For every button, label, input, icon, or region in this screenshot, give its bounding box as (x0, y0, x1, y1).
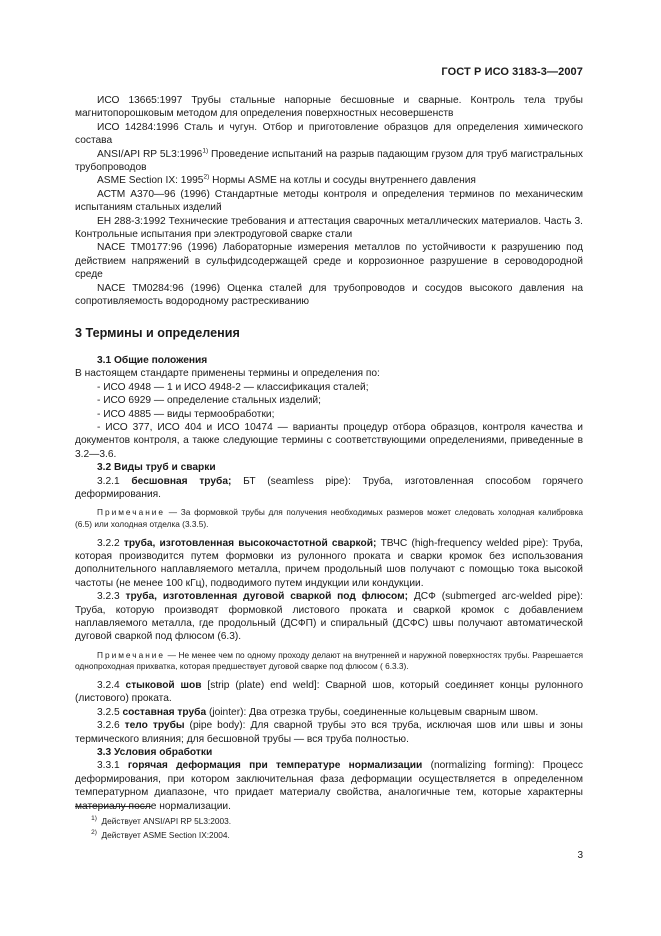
footnote-separator (75, 806, 151, 807)
term-3-2-4: 3.2.4 стыковой шов [strip (plate) end weld]: Сварной шов, который соединяет концы рулонного (листового) проката. (75, 680, 583, 705)
footnote-2: $^{2)}$ Действует ASME Section IX:2004. (91, 829, 230, 840)
page-number: 3 (577, 850, 583, 861)
reference-nace-tm0284: NACE TM0284:96 (1996) Оценка сталей для трубопроводов и сосудов высокого давления на сопротивляемость водородному растрескиванию (75, 282, 583, 308)
reference-asme-ix: ASME Section IX: 1995$^{2)}$ Нормы ASME на котлы и сосуды внутреннего давления (97, 174, 476, 187)
footnote-1: $^{1)}$ Действует ANSI/API RP 5L3:2003. (91, 815, 232, 826)
term-3-2-3: 3.2.3 труба, изготовленная дуговой сваркой под флюсом; ДСФ (submerged arc-welded pipe): Труба, которую производят формовкой листового проката и сваркой кромок с добавлением наплавляемого металла, где продольный (ДСФП) и спиральный (ДСФС) швы получают автоматической дуговой сваркой под флюсом (6.3). (75, 591, 584, 643)
term-name: составная труба (122, 706, 207, 718)
subsection-3-2-title: 3.2 Виды труб и сварки (97, 462, 216, 474)
term-name: бесшовная труба; (131, 475, 232, 487)
term-3-2-1: 3.2.1 бесшовная труба; БТ (seamless pipe): Труба, изготовленная способом горячего деформирования. (75, 475, 584, 500)
term-name: стыковой шов (125, 680, 202, 691)
reference-iso-14284: ИСО 14284:1996 Сталь и чугун. Отбор и приготовление образцов для определения химического состава (75, 121, 583, 147)
subsection-3-1-title: 3.1 Общие положения (97, 354, 208, 366)
list-item: - ИСО 4885 — виды термообработки; (97, 408, 275, 420)
term-name: горячая деформация при температуре нормализации (127, 760, 423, 772)
list-item: - ИСО 4948 — 1 и ИСО 4948-2 — классификация сталей; (97, 381, 369, 393)
term-3-2-6: 3.2.6 тело трубы (pipe body): Для сварной трубы это вся труба, исключая шов или швы и зоны термического влияния; для бесшовной трубы — вся труба полностью. (75, 720, 583, 745)
reference-astm-a370: АСТМ А370—96 (1996) Стандартные методы контроля и определения терминов по механическим испытаниям стальных изделий (75, 188, 583, 214)
document-body (75, 94, 583, 813)
note-3-2-3: Примечание — Не менее чем по одному проходу делают на внутренней и наружной поверхностях трубы. Разрешается однопроходная прихватка, которая предшествует дуговой сварке под флюсом ( 6.3.3). (75, 649, 583, 672)
reference-en-288-3: ЕН 288-3:1992 Технические требования и аттестация сварочных металлических материалов. Часть 3. Контрольные испытания при электродуговой сварке стали (75, 215, 583, 241)
list-item: - ИСО 377, ИСО 404 и ИСО 10474 — варианты процедур отбора образцов, контроля качества и документов контроля, а также следующие термины с соответствующими определениями, приведенные в 3.2—3.6. (75, 421, 583, 460)
subsection-3-1-intro: В настоящем стандарте применены термины и определения по: (75, 368, 380, 380)
reference-api-rp-5l3: ANSI/API RP 5L3:1996$^{1)}$ Проведение испытаний на разрыв падающим грузом для труб магистральных трубопроводов (75, 147, 583, 174)
term-3-2-2: 3.2.2 труба, изготовленная высокочастотной сваркой; ТВЧС (high-frequency welded pipe): Труба, которая производится путем формовки из рулонного проката и сварки кромок без использования дополнительного наплавляемого металла, причем продольный шов получают с помощью тока высокой частоты (не менее 100 кГц), подводимого путем индукции или кондукции. (75, 537, 583, 589)
section-3-title: 3 Термины и определения (75, 325, 240, 340)
subsection-3-3-title: 3.3 Условия обработки (97, 747, 213, 759)
list-item: - ИСО 6929 — определение стальных изделий; (97, 395, 321, 407)
term-name: труба, изготовленная дуговой сваркой под флюсом; (125, 591, 409, 603)
reference-nace-tm0177: NACE TM0177:96 (1996) Лабораторные измерения металлов по устойчивости к разрушению под действием напряжений в сульфидсодержащей среде и коррозионное разрушение в сероводородной среде (75, 242, 583, 281)
footnotes (75, 814, 583, 842)
term-3-2-5: 3.2.5 составная труба (jointer): Два отрезка трубы, соединенные кольцевым сварным швом. (97, 706, 539, 718)
term-name: труба, изготовленная высокочастотной сваркой; (123, 537, 377, 549)
footnote-mark-1: 1) (202, 147, 209, 155)
footnote-mark-2: 2) (203, 174, 210, 182)
term-name: тело трубы (124, 720, 185, 732)
note-3-2-1: Примечание — За формовкой трубы для получения необходимых размеров может следовать холодная калибровка (6.5) или холодная отделка (3.3.5). (75, 507, 583, 529)
reference-iso-13665: ИСО 13665:1997 Трубы стальные напорные бесшовные и сварные. Контроль тела трубы магнитопорошковым методом для определения поверхностных несовершенств (75, 95, 583, 120)
document-header: ГОСТ Р ИСО 3183-3—2007 (441, 66, 583, 78)
term-3-3-1: 3.3.1 горячая деформация при температуре нормализации (normalizing forming): Процесс деформирования, при котором заключительная фаза деформации осуществляется в определенном температурном диапазоне, что придает материалу свойства, аналогичные тем, которые характерны материалу после нормализации. (75, 760, 583, 812)
